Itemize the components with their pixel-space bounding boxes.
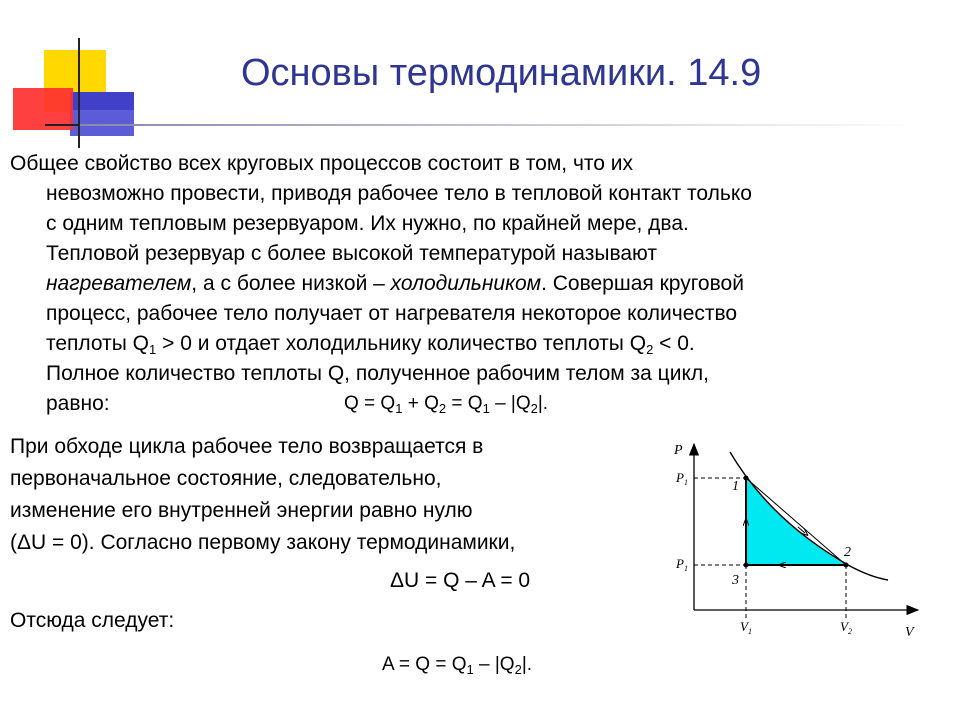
- para1-text: > 0 и отдает холодильнику количество теплоты Q: [156, 332, 647, 355]
- heat-formula: [344, 393, 548, 415]
- para1-line: [10, 269, 930, 299]
- subscript: 1: [395, 401, 403, 416]
- para2-line: При обходе цикла рабочее тело возвращается в: [10, 435, 484, 458]
- formula-text: = Q: [446, 393, 483, 414]
- v1-sub: 1: [747, 627, 752, 636]
- para1-text: . Совершая круговой: [541, 272, 744, 295]
- point-2-dot: [844, 563, 849, 568]
- cycle-paragraph: [10, 431, 515, 559]
- v2-letter: V: [840, 619, 848, 634]
- para1-line: Тепловой резервуар с более высокой температурой называют: [46, 242, 657, 265]
- point-3-dot: [744, 563, 749, 568]
- para1-line: с одним тепловым резервуаром. Их нужно, по крайней мере, два.: [46, 212, 689, 235]
- heater-term: нагревателем: [46, 272, 192, 295]
- para2-line: первоначальное состояние, следовательно,: [10, 467, 442, 490]
- point-2-label: 2: [844, 545, 851, 560]
- subscript: 1: [482, 401, 490, 416]
- subscript: 1: [466, 662, 474, 677]
- subscript: 1: [149, 342, 157, 357]
- p-lower-sub: 1: [683, 564, 688, 573]
- p-upper-sub: 1: [683, 478, 688, 487]
- hence-text: Отсюда следует:: [10, 609, 175, 632]
- para1-line: равно:: [46, 392, 110, 415]
- formula-text: |.: [521, 654, 533, 675]
- slide-title: Основы термодинамики. 14.9: [241, 52, 762, 94]
- para1-line: Общее свойство всех круговых процессов состоит в том, что их: [10, 152, 634, 175]
- para1-text: теплоты Q: [46, 332, 150, 355]
- subscript: 2: [438, 401, 447, 416]
- v2-sub: 2: [847, 627, 852, 636]
- point-1-dot: [744, 476, 749, 481]
- v1-label: [740, 619, 752, 636]
- cooler-term: холодильником: [390, 272, 542, 295]
- intro-paragraph: [10, 149, 930, 419]
- v1-letter: V: [740, 619, 748, 634]
- para1-line: процесс, рабочее тело получает от нагревателя некоторое количество: [46, 302, 738, 325]
- v2-label: [840, 619, 852, 636]
- energy-formula: ΔU = Q – A = 0: [390, 569, 531, 592]
- para1-line: невозможно провести, приводя рабочее тело в тепловой контакт только: [46, 182, 752, 205]
- axis-v-label: V: [905, 625, 914, 640]
- subscript: 2: [646, 342, 654, 357]
- formula-text: |.: [537, 393, 549, 414]
- para1-line: [10, 329, 930, 359]
- subscript: 2: [530, 401, 538, 416]
- pv-diagram: [660, 432, 930, 640]
- title-underline: [80, 124, 920, 126]
- p-upper-letter: P: [676, 470, 684, 485]
- formula-text: – |Q: [489, 393, 531, 414]
- point-3-label: 3: [732, 573, 739, 588]
- point-1-label: 1: [732, 479, 739, 494]
- decor-vertical-line: [78, 38, 80, 148]
- axis-p-label: P: [674, 443, 683, 458]
- formula-text: A = Q = Q: [382, 654, 467, 675]
- p-upper-label: [675, 470, 688, 487]
- para2-line: (ΔU = 0). Согласно первому закону термодинамики,: [10, 531, 516, 554]
- p-lower-label: [675, 556, 688, 573]
- para1-text: < 0.: [653, 332, 695, 355]
- para1-line: Полное количество теплоты Q, полученное рабочим телом за цикл,: [46, 362, 709, 385]
- subscript: 2: [514, 662, 522, 677]
- formula-text: Q = Q: [344, 393, 396, 414]
- formula-text: + Q: [402, 393, 439, 414]
- p-lower-letter: P: [676, 556, 684, 571]
- work-formula: [382, 654, 532, 676]
- para2-line: изменение его внутренней энергии равно нулю: [10, 499, 473, 522]
- para1-text: , а с более низкой –: [191, 272, 391, 295]
- formula-text: – |Q: [473, 654, 515, 675]
